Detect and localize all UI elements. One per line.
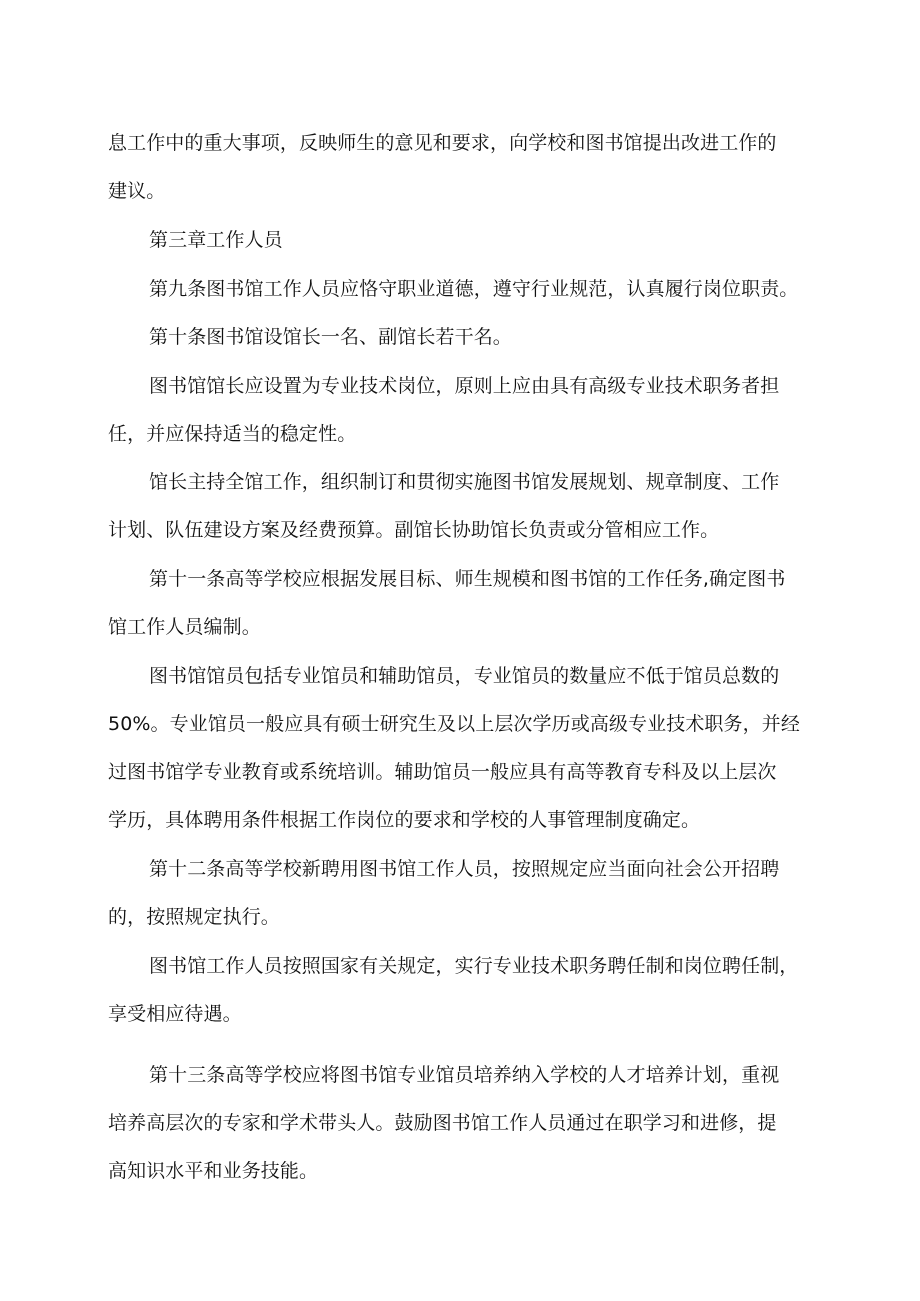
- paragraph-line: 培养高层次的专家和学术带头人。鼓励图书馆工作人员通过在职学习和进修，提: [108, 1112, 777, 1134]
- paragraph-line: 图书馆馆员包括专业馆员和辅助馆员，专业馆员的数量应不低于馆员总数的: [149, 665, 780, 687]
- paragraph-line: 第十二条高等学校新聘用图书馆工作人员，按照规定应当面向社会公开招聘: [149, 858, 780, 880]
- paragraph-line: 计划、队伍建设方案及经费预算。副馆长协助馆长负责或分管相应工作。: [108, 519, 720, 541]
- paragraph-line: 息工作中的重大事项，反映师生的意见和要求，向学校和图书馆提出改进工作的: [108, 132, 777, 154]
- paragraph-line: 馆长主持全馆工作，组织制订和贯彻实施图书馆发展规划、规章制度、工作: [149, 471, 780, 493]
- paragraph-line: 任，并应保持适当的稳定性。: [108, 423, 357, 445]
- paragraph-line: 享受相应待遇。: [108, 1003, 242, 1025]
- paragraph-line: 建议。: [108, 180, 166, 202]
- paragraph-line: 第九条图书馆工作人员应恪守职业道德，遵守行业规范，认真履行岗位职责。: [149, 278, 799, 300]
- chapter-heading: 第三章工作人员: [149, 229, 283, 251]
- paragraph-line: 第十条图书馆设馆长一名、副馆长若干名。: [149, 326, 512, 348]
- paragraph-line: 第十三条高等学校应将图书馆专业馆员培养纳入学校的人才培养计划，重视: [149, 1064, 780, 1086]
- paragraph-line: 图书馆馆长应设置为专业技术岗位，原则上应由具有高级专业技术职务者担: [149, 375, 780, 397]
- paragraph-line: 馆工作人员编制。: [108, 616, 261, 638]
- paragraph-line: 过图书馆学专业教育或系统培训。辅助馆员一般应具有高等教育专科及以上层次: [108, 761, 777, 783]
- paragraph-line: 高知识水平和业务技能。: [108, 1160, 319, 1182]
- paragraph-line: 50%。专业馆员一般应具有硕士研究生及以上层次学历或高级专业技术职务，并经: [108, 713, 800, 735]
- paragraph-line: 图书馆工作人员按照国家有关规定，实行专业技术职务聘任制和岗位聘任制，: [149, 955, 799, 977]
- paragraph-line: 学历，具体聘用条件根据工作岗位的要求和学校的人事管理制度确定。: [108, 809, 701, 831]
- paragraph-line: 第十一条高等学校应根据发展目标、师生规模和图书馆的工作任务,确定图书: [149, 568, 786, 590]
- paragraph-line: 的，按照规定执行。: [108, 906, 280, 928]
